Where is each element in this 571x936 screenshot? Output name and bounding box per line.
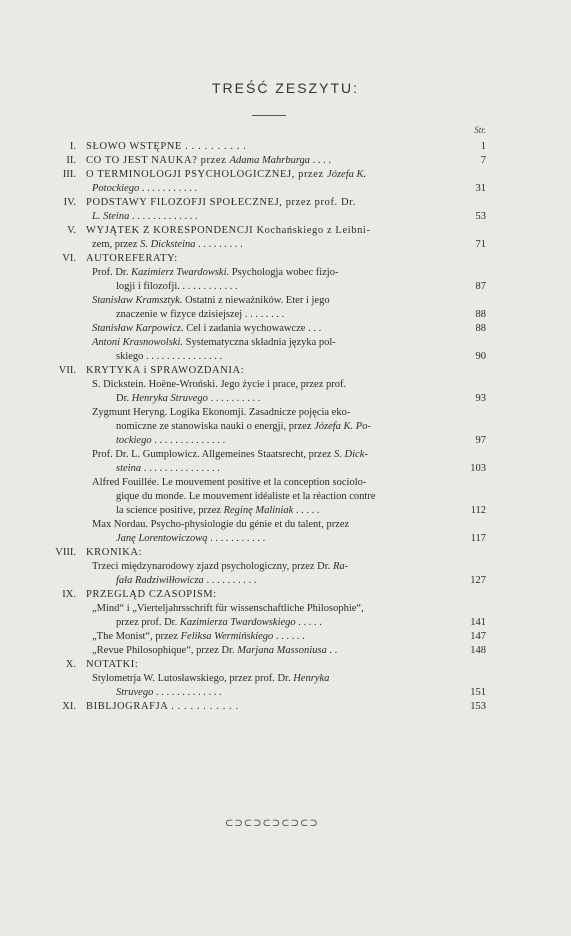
toc-entry-author: steina (116, 463, 142, 474)
toc-entry-text-plain: nomiczne ze stanowiska nauki o energji, przez (116, 421, 315, 432)
toc-entry-page: 90 (475, 351, 486, 362)
toc-entry-text (86, 588, 217, 602)
toc-entry-text-plain: „The Monist“, przez (92, 631, 181, 642)
toc-entry-page: 7 (480, 155, 486, 166)
toc-entry-page: 127 (470, 575, 486, 586)
toc-entry-text-tail: . . . . . . (273, 631, 305, 642)
toc-entry-text (92, 182, 197, 196)
toc-entry-text-tail: . . . . . . . . . . . (207, 533, 266, 544)
toc-entry-text (92, 476, 366, 490)
toc-entry-text (92, 322, 321, 336)
toc-entry-number: VII. (58, 365, 76, 376)
toc-entry-text (86, 224, 371, 238)
toc-entry-text (92, 378, 346, 392)
toc-entry-number: X. (65, 659, 76, 670)
toc-entry-text-plain: Zygmunt Heryng. Logika Ekonomji. Zasadnicze pojęcia eko- (92, 407, 351, 418)
toc-entry-author: Kazimierz Twardowski. (131, 267, 230, 278)
toc-entry-page: 147 (470, 631, 486, 642)
toc-entry-page: 53 (475, 211, 486, 222)
toc-entry-author: Potockiego (92, 183, 140, 194)
toc-entry-text-tail: Psychologja wobec fizjo- (229, 267, 339, 278)
toc-entry-text-tail: . . . . (310, 155, 332, 166)
toc-entry-author: Antoni Krasnowolski. (92, 337, 184, 348)
toc-entry-author: S. Dick- (334, 449, 368, 460)
toc-entry-text-plain: la science positive, przez (116, 505, 224, 516)
toc-entry-text (116, 392, 260, 406)
toc-entry-author: Feliksa Wermińskiego (180, 631, 274, 642)
toc-entry-number: V. (67, 225, 76, 236)
toc-entry-author: Reginę Maliniak (223, 505, 294, 516)
toc-entry-text-plain: skiego . . . . . . . . . . . . . . . (116, 351, 223, 362)
toc-entry-number: IV. (63, 197, 76, 208)
toc-entry-text (86, 658, 138, 672)
toc-entry-text-plain: Trzeci międzynarodowy zjazd psychologiczny, przez Dr. (92, 561, 333, 572)
toc-entry-text (86, 154, 331, 168)
toc-entry-author: S. Dicksteina (140, 239, 196, 250)
toc-entry-text (116, 280, 238, 294)
toc-entry-text-tail: . . . . . . . . . . (207, 393, 261, 404)
toc-entry-text (116, 686, 222, 700)
toc-entry-number: III. (62, 169, 76, 180)
toc-entry-page: 87 (475, 281, 486, 292)
toc-entry-page: 88 (475, 323, 486, 334)
toc-entry-text-tail: . . . . . . . . . (195, 239, 243, 250)
toc-entry-page: 88 (475, 309, 486, 320)
toc-entry-page: 71 (475, 239, 486, 250)
toc-entry-text-plain: BIBLJOGRAFJA . . . . . . . . . . . (86, 701, 239, 712)
toc-entry-page: 112 (470, 505, 486, 516)
toc-entry-text (92, 448, 368, 462)
toc-entry-text (86, 364, 244, 378)
toc-entry-text-tail: . . (326, 645, 338, 656)
toc-entry-page: 117 (470, 533, 486, 544)
toc-entry-text-tail: Systematyczna składnia języka pol- (183, 337, 336, 348)
toc-entry-text (86, 140, 246, 154)
toc-entry-text (92, 294, 330, 308)
toc-entry-text (116, 462, 220, 476)
toc-entry-text-tail: . . . . . . . . . . (203, 575, 257, 586)
toc-entry-page: 103 (470, 463, 486, 474)
toc-entry-text-plain: WYJĄTEK Z KORESPONDENCJI Kochańskiego z Leibni- (86, 225, 371, 236)
toc-entry-text-tail: Ostatni z nieważników. Eter i jego (182, 295, 330, 306)
toc-entry-text-tail: . . . . . (295, 617, 322, 628)
toc-entry-text-plain: SŁOWO WSTĘPNE . . . . . . . . . . (86, 141, 247, 152)
page-title: TREŚĆ ZESZYTU: (211, 80, 359, 96)
toc-entry-text-plain: Prof. Dr. L. Gumplowicz. Allgemeines Staatsrecht, przez (92, 449, 335, 460)
toc-entry-text-plain: Alfred Fouillée. Le mouvement positive et la conception sociolo- (92, 477, 367, 488)
toc-entry-author: Janę Lorentowiczową (116, 533, 208, 544)
toc-entry-author: Józefa K. Po- (314, 421, 371, 432)
toc-entry-text (116, 490, 376, 504)
toc-entry-text-plain: NOTATKI: (86, 659, 139, 670)
toc-entry-author: Adama Mahrburga (229, 155, 311, 166)
toc-entry-text-plain: Prof. Dr. (92, 267, 132, 278)
toc-entry-number: I. (69, 141, 76, 152)
toc-entry-text-plain: Stylometrja W. Lutosławskiego, przez prof. Dr. (92, 673, 294, 684)
toc-entry-text-plain: S. Dickstein. Hoëne-Wroński. Jego życie i prace, przez prof. (92, 379, 347, 390)
toc-entry-text-plain: znaczenie w fizyce dzisiejszej . . . . . . . . (116, 309, 285, 320)
toc-entry-text-plain: KRYTYKA i SPRAWOZDANIA: (86, 365, 245, 376)
toc-entry-text-plain: zem, przez (92, 239, 141, 250)
toc-entry-text-tail: . . . . . . . . . . . . . (153, 687, 222, 698)
toc-entry-page: 97 (475, 435, 486, 446)
toc-entry-text (116, 434, 225, 448)
toc-entry-text (92, 266, 338, 280)
toc-entry-text-tail: . . . . . . . . . . . (139, 183, 197, 194)
page-column-label: Str. (474, 125, 486, 135)
toc-entry-text (116, 574, 256, 588)
toc-entry-text (86, 252, 178, 266)
toc-entry-text (92, 602, 364, 616)
toc-entry-text-tail: . . . . . (293, 505, 320, 516)
toc-entry-text-plain: O TERMINOLOGJI PSYCHOLOGICZNEJ, przez (86, 169, 328, 180)
toc-entry-text-plain: PODSTAWY FILOZOFJI SPOŁECZNEJ, przez prof. Dr. (86, 197, 356, 208)
toc-entry-text-plain: Dr. (116, 393, 132, 404)
toc-entry-text (116, 308, 284, 322)
toc-entry-text (116, 350, 222, 364)
toc-entry-text-plain: gique du monde. Le mouvement idéaliste et la réaction contre (116, 491, 376, 502)
toc-entry-text (92, 518, 349, 532)
toc-entry-text (116, 616, 322, 630)
toc-entry-text (92, 406, 350, 420)
toc-entry-text (92, 644, 337, 658)
toc-entry-text-tail: . . . . . . . . . . . . . (129, 211, 198, 222)
toc-entry-author: Henryka Struvego (131, 393, 208, 404)
toc-entry-text-plain: AUTOREFERATY: (86, 253, 178, 264)
toc-entry-author: Struvego (116, 687, 154, 698)
toc-entry-text (92, 560, 348, 574)
toc-entry-number: VIII. (55, 547, 76, 558)
toc-entry-page: 93 (475, 393, 486, 404)
toc-entry-text-plain: PRZEGLĄD CZASOPISM: (86, 589, 217, 600)
toc-entry-text-plain: Max Nordau. Psycho-physiologie du génie et du talent, przez (92, 519, 350, 530)
toc-entry-text-plain: przez prof. Dr. (116, 617, 180, 628)
toc-entry-page: 141 (470, 617, 486, 628)
toc-entry-author: Józefa K. (327, 169, 367, 180)
toc-entry-page: 148 (470, 645, 486, 656)
toc-entry-author: Henryka (293, 673, 330, 684)
toc-entry-author: Marjana Massoniusa (237, 645, 327, 656)
toc-entry-text-plain: CO TO JEST NAUKA? przez (86, 155, 230, 166)
toc-entry-text (92, 336, 336, 350)
toc-entry-text (86, 546, 142, 560)
toc-entry-number: VI. (62, 253, 76, 264)
toc-entry-number: II. (66, 155, 76, 166)
toc-entry-author: Kazimierza Twardowskiego (179, 617, 296, 628)
toc-entry-author: Stanisław Kramsztyk. (92, 295, 183, 306)
toc-entry-text-plain: „Mind“ i „Vierteljahrsschrift für wissenschaftliche Philosophie“, (92, 603, 364, 614)
toc-entry-text-tail: . . . . . . . . . . . . . . . (141, 463, 220, 474)
toc-entry-text (92, 210, 198, 224)
toc-entry-author: Ra- (332, 561, 349, 572)
toc-entry-text-plain: logji i filozofji. . . . . . . . . . . . (116, 281, 238, 292)
toc-entry-page: 153 (470, 701, 486, 712)
toc-entry-text-plain: „Revue Philosophique“, przez Dr. (92, 645, 238, 656)
title-rule (252, 115, 286, 116)
toc-entry-text (92, 630, 305, 644)
toc-entry-number: IX. (62, 589, 76, 600)
toc-entry-text (86, 168, 366, 182)
toc-entry-page: 31 (475, 183, 486, 194)
toc-entry-text (86, 700, 239, 714)
toc-entry-text (116, 504, 320, 518)
toc-entry-number: XI. (62, 701, 76, 712)
toc-entry-text (116, 420, 371, 434)
toc-entry-author: fała Radziwiłłowicza (116, 575, 204, 586)
toc-entry-text-tail: . . . . . . . . . . . . . . (151, 435, 226, 446)
toc-entry-page: 151 (470, 687, 486, 698)
toc-entry-text (92, 238, 243, 252)
toc-entry-text (86, 196, 356, 210)
toc-entry-author: L. Steina (92, 211, 130, 222)
toc-entry-author: Stanisław Karpowicz. (92, 323, 184, 334)
toc-entry-text-tail: Cel i zadania wychowawcze . . . (183, 323, 322, 334)
toc-entry-text (92, 672, 329, 686)
toc-entry-author: tockiego (116, 435, 152, 446)
ornament: ⊂⊃⊂⊃⊂⊃⊂⊃⊂⊃ (225, 818, 319, 829)
toc-entry-text (116, 532, 265, 546)
toc-entry-page: 1 (480, 141, 486, 152)
toc-entry-text-plain: KRONIKA: (86, 547, 143, 558)
